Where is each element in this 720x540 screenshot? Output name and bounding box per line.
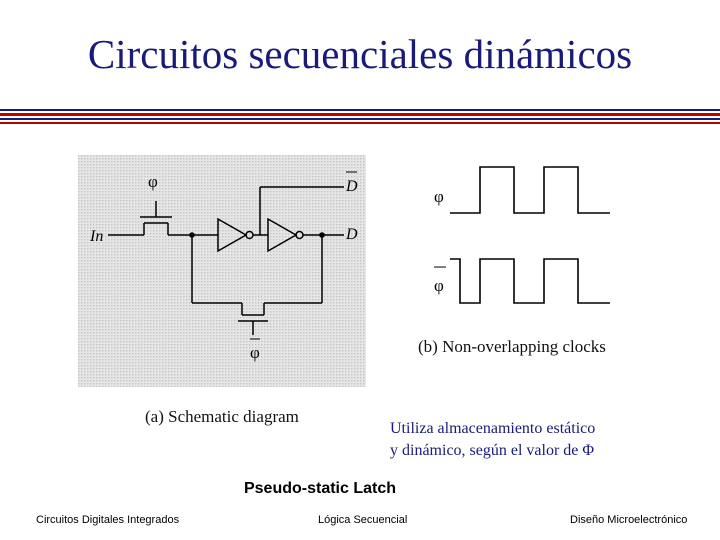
footer-right: Diseño Microelectrónico: [570, 514, 688, 526]
schematic-background: [78, 155, 366, 387]
d-bar-output-label: D: [346, 178, 358, 195]
title-divider: [0, 108, 720, 126]
schematic-caption: (a) Schematic diagram: [145, 407, 299, 426]
phi-clock-label: φ: [434, 187, 444, 206]
page-title: Circuitos secuenciales dinámicos: [87, 31, 633, 77]
phi-bar-waveform: [450, 259, 610, 303]
diagram-subtitle: Pseudo-static Latch: [243, 480, 397, 497]
clock-caption: (b) Non-overlapping clocks: [418, 337, 606, 356]
divider-stripes: [0, 109, 720, 124]
clock-waveforms: [420, 155, 620, 315]
phi-bar-gate-label: φ: [250, 343, 260, 362]
phi-gate-label: φ: [148, 172, 158, 191]
schematic-diagram: [78, 155, 366, 387]
description-line-1: Utiliza almacenamiento estático: [390, 420, 596, 437]
description-line-2: y dinámico, según el valor de Φ: [390, 442, 595, 459]
footer-left: Circuitos Digitales Integrados: [36, 514, 180, 526]
d-output-label: D: [346, 226, 358, 243]
input-label: In: [90, 228, 104, 245]
footer-center: Lógica Secuencial: [318, 514, 408, 526]
phi-waveform: [450, 167, 610, 213]
phi-bar-clock-label: φ: [434, 276, 444, 295]
